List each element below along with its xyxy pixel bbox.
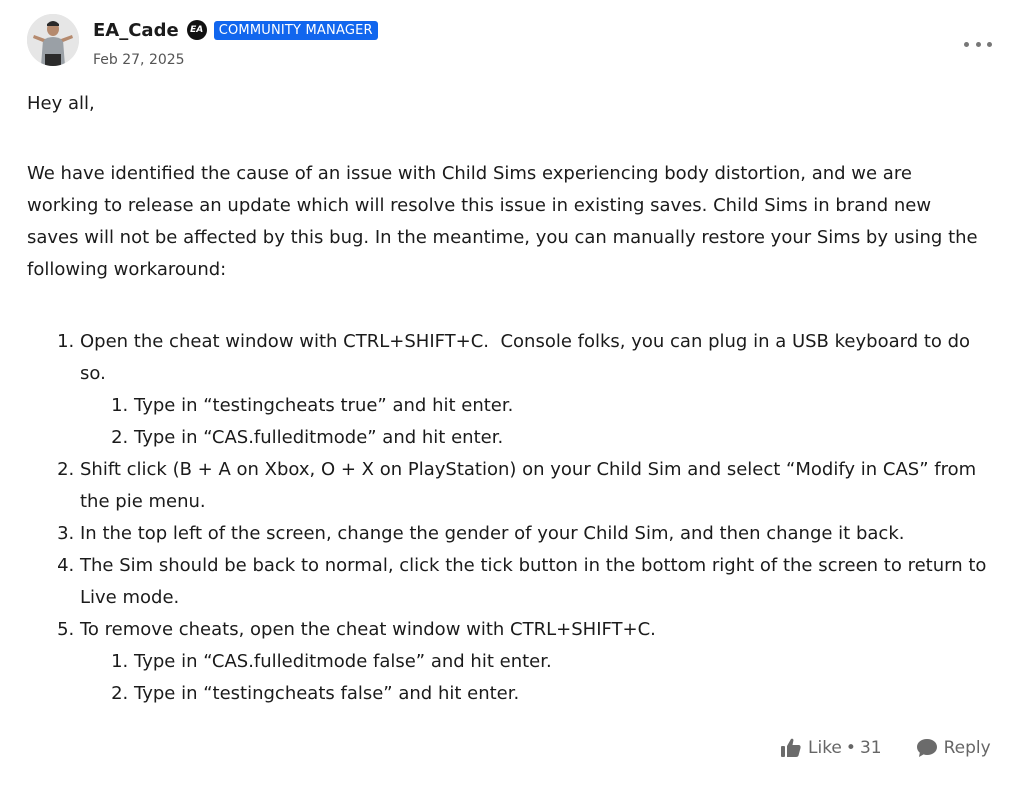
more-dot-icon — [964, 42, 969, 47]
step-text: Shift click (B + A on Xbox, O + X on PlayStation) on your Child Sim and select “Modify in CAS” from the pie menu. — [80, 459, 977, 512]
like-button[interactable] — [780, 738, 882, 758]
step-item — [80, 614, 987, 710]
like-label: Like — [808, 738, 842, 758]
greeting: Hey all, — [27, 93, 95, 114]
substep-item: 1. Type in “testingcheats true” and hit enter. — [134, 390, 987, 422]
intro-paragraph: We have identified the cause of an issue with Child Sims experiencing body distortion, and we are working to release an update which will resolve this issue in existing saves. Child Sims in brand new saves will not be affected by this bug. In the meantime, you can manually restore your Sims by using the following workaround: — [27, 163, 978, 280]
substeps-list — [80, 390, 987, 454]
avatar[interactable] — [27, 14, 79, 66]
reply-button[interactable] — [916, 738, 991, 758]
like-separator: • — [845, 738, 856, 758]
substep-item: 1. Type in “CAS.fulleditmode false” and hit enter. — [134, 646, 987, 678]
like-count: 31 — [859, 738, 882, 758]
step-text: In the top left of the screen, change the gender of your Child Sim, and then change it back. — [80, 523, 905, 544]
step-item — [80, 326, 987, 454]
post-footer — [780, 733, 995, 763]
steps-list — [27, 326, 987, 710]
post-date: Feb 27, 2025 — [93, 52, 185, 68]
more-dot-icon — [976, 42, 981, 47]
step-text: Open the cheat window with CTRL+SHIFT+C. Console folks, you can plug in a USB keyboard to do so. — [80, 331, 971, 384]
more-dot-icon — [987, 42, 992, 47]
substep-item: 2. Type in “testingcheats false” and hit enter. — [134, 678, 987, 710]
step-text: The Sim should be back to normal, click the tick button in the bottom right of the screen to return to Live mode. — [80, 555, 987, 608]
role-badge: COMMUNITY MANAGER — [214, 21, 378, 40]
step-item — [80, 550, 987, 614]
post-header — [27, 14, 997, 74]
post-body — [27, 88, 987, 710]
substeps-list — [80, 646, 987, 710]
speech-bubble-icon — [916, 738, 938, 758]
author-name[interactable]: EA_Cade — [93, 19, 179, 41]
author-line — [93, 17, 378, 43]
step-item — [80, 454, 987, 518]
avatar-image — [27, 14, 79, 66]
reply-label: Reply — [943, 738, 991, 758]
thumbs-up-icon — [780, 738, 802, 758]
step-text: To remove cheats, open the cheat window with CTRL+SHIFT+C. — [80, 619, 656, 640]
step-item — [80, 518, 987, 550]
substep-item: 2. Type in “CAS.fulleditmode” and hit enter. — [134, 422, 987, 454]
ea-logo-icon: EA — [187, 20, 207, 40]
more-options-button[interactable] — [964, 36, 992, 52]
